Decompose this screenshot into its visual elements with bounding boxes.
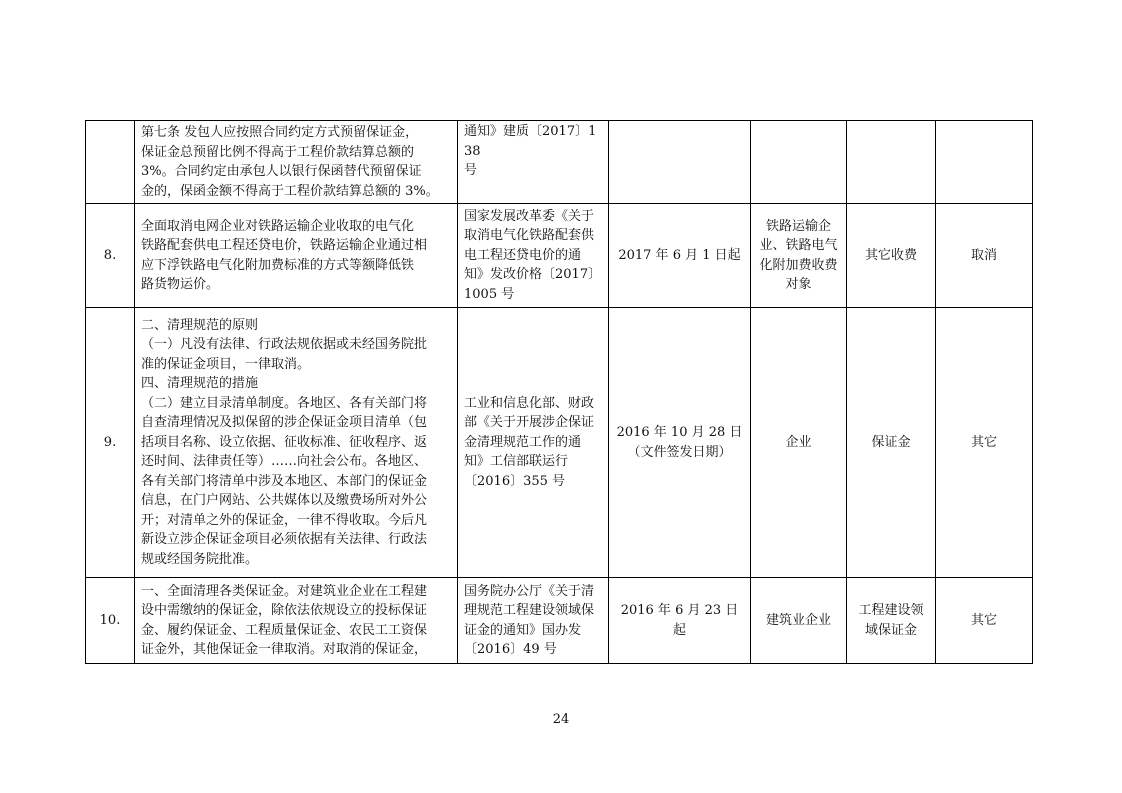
content-cell: 一、全面清理各类保证金。对建筑业企业在工程建 设中需缴纳的保证金，除依法依规设立的投标保证 金、履约保证金、工程质量保证金、农民工工资保 证金外，其他保证金一律取消。对取消的保证金， — [135, 578, 458, 664]
category-cell: 保证金 — [847, 308, 936, 578]
target-cell: 铁路运输企 业、铁路电气 化附加费收费 对象 — [751, 204, 847, 308]
content-cell: 二、清理规范的原则 （一）凡没有法律、行政法规依据或未经国务院批 准的保证金项目，一律取消。 四、清理规范的措施 （二）建立目录清单制度。各地区、各有关部门将 自查清理情况及拟保留的涉企保证金项目清单（包 括项目名称、设立依据、征收标准、征收程序、返 还时间、法律责任等）……向社会公布。各地区、 各有关部门将清单中涉及本地区、本部门的保证金 信息，在门户网站、公共媒体以及缴费场所对外公 开；对清单之外的保证金，一律不得收取。今后凡 新设立涉企保证金项目必须依据有关法律、行政法 规或经国务院批准。 — [135, 308, 458, 578]
page-number: 24 — [552, 712, 570, 727]
result-cell: 其它 — [936, 308, 1033, 578]
date-cell: 2017 年 6 月 1 日起 — [609, 204, 751, 308]
date-cell — [609, 121, 751, 204]
category-cell — [847, 121, 936, 204]
row-number-cell — [86, 121, 135, 204]
result-cell: 其它 — [936, 578, 1033, 664]
row-number-cell: 9. — [86, 308, 135, 578]
content-cell: 第七条 发包人应按照合同约定方式预留保证金， 保证金总预留比例不得高于工程价款结算总额的 3%。合同约定由承包人以银行保函替代预留保证 金的，保函金额不得高于工程价款结算总额的 3%。 — [135, 121, 458, 204]
table-row — [86, 121, 1033, 204]
row-number-cell: 8. — [86, 204, 135, 308]
basis-cell: 国家发展改革委《关于 取消电气化铁路配套供 电工程还贷电价的通 知》发改价格〔2017〕 1005 号 — [458, 204, 609, 308]
date-cell: 2016 年 10 月 28 日 （文件签发日期） — [609, 308, 751, 578]
table-row — [86, 204, 1033, 308]
basis-cell: 国务院办公厅《关于清 理规范工程建设领域保 证金的通知》国办发 〔2016〕49 号 — [458, 578, 609, 664]
document-table — [85, 120, 1033, 664]
result-cell — [936, 121, 1033, 204]
target-cell: 建筑业企业 — [751, 578, 847, 664]
content-cell: 全面取消电网企业对铁路运输企业收取的电气化 铁路配套供电工程还贷电价，铁路运输企业通过相 应下浮铁路电气化附加费标准的方式等额降低铁 路货物运价。 — [135, 204, 458, 308]
target-cell — [751, 121, 847, 204]
category-cell: 其它收费 — [847, 204, 936, 308]
target-cell: 企业 — [751, 308, 847, 578]
table-row — [86, 308, 1033, 578]
date-cell: 2016 年 6 月 23 日起 — [609, 578, 751, 664]
result-cell: 取消 — [936, 204, 1033, 308]
row-number-cell: 10. — [86, 578, 135, 664]
table-row — [86, 578, 1033, 664]
category-cell: 工程建设领 域保证金 — [847, 578, 936, 664]
basis-cell: 工业和信息化部、财政 部《关于开展涉企保证 金清理规范工作的通 知》工信部联运行 〔2016〕355 号 — [458, 308, 609, 578]
basis-cell: 通知》建质〔2017〕138 号 — [458, 121, 609, 204]
